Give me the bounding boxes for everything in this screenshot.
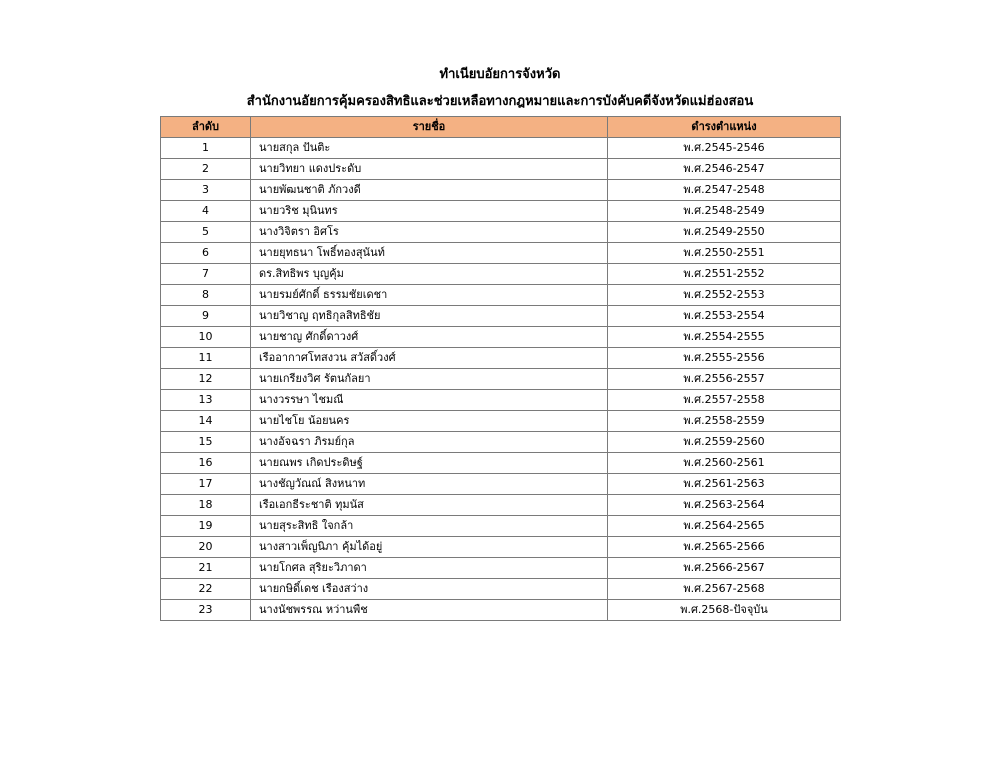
table-row [161, 453, 841, 474]
row-term: พ.ศ.2565-2566 [608, 537, 841, 558]
table-header-row [161, 117, 841, 138]
table-row [161, 579, 841, 600]
row-term: พ.ศ.2555-2556 [608, 348, 841, 369]
table-row [161, 264, 841, 285]
row-name: นายยุทธนา โพธิ์ทองสุนันท์ [251, 243, 608, 264]
table-row [161, 243, 841, 264]
row-name: นายวริช มุนินทร [251, 201, 608, 222]
row-name: นายเกรียงวิศ รัตนกัลยา [251, 369, 608, 390]
row-name: เรือเอกธีระชาติ ทุมนัส [251, 495, 608, 516]
row-order: 5 [161, 222, 251, 243]
row-name: นางนัชพรรณ หว่านพืช [251, 600, 608, 621]
row-name: นายวิทยา แดงประดับ [251, 159, 608, 180]
row-name: นางอัจฉรา ภิรมย์กุล [251, 432, 608, 453]
row-order: 1 [161, 138, 251, 159]
row-order: 23 [161, 600, 251, 621]
row-order: 4 [161, 201, 251, 222]
row-order: 18 [161, 495, 251, 516]
table-row [161, 432, 841, 453]
row-name: นายพัฒนชาติ ภักวงดี [251, 180, 608, 201]
table-row [161, 495, 841, 516]
table-row [161, 411, 841, 432]
row-term: พ.ศ.2552-2553 [608, 285, 841, 306]
row-name: นายไชโย น้อยนคร [251, 411, 608, 432]
row-name: นายรมย์ศักดิ์ ธรรมชัยเดชา [251, 285, 608, 306]
row-term: พ.ศ.2559-2560 [608, 432, 841, 453]
table-body [161, 138, 841, 621]
row-term: พ.ศ.2545-2546 [608, 138, 841, 159]
row-order: 14 [161, 411, 251, 432]
row-order: 6 [161, 243, 251, 264]
table-row [161, 285, 841, 306]
row-order: 20 [161, 537, 251, 558]
row-order: 8 [161, 285, 251, 306]
row-name: นายณพร เกิดประดิษฐ์ [251, 453, 608, 474]
row-order: 2 [161, 159, 251, 180]
table-row [161, 306, 841, 327]
row-term: พ.ศ.2560-2561 [608, 453, 841, 474]
row-term: พ.ศ.2558-2559 [608, 411, 841, 432]
row-order: 10 [161, 327, 251, 348]
row-term: พ.ศ.2554-2555 [608, 327, 841, 348]
row-order: 17 [161, 474, 251, 495]
row-order: 7 [161, 264, 251, 285]
row-order: 3 [161, 180, 251, 201]
row-name: เรืออากาศโทสงวน สวัสดิ์วงศ์ [251, 348, 608, 369]
row-term: พ.ศ.2551-2552 [608, 264, 841, 285]
table-row [161, 537, 841, 558]
row-order: 13 [161, 390, 251, 411]
table-row [161, 348, 841, 369]
table-row [161, 600, 841, 621]
table-row [161, 159, 841, 180]
row-term: พ.ศ.2563-2564 [608, 495, 841, 516]
table-row [161, 369, 841, 390]
row-name: นายโกศล สุริยะวิภาดา [251, 558, 608, 579]
row-name: นายวิชาญ ฤทธิกุลสิทธิชัย [251, 306, 608, 327]
row-order: 9 [161, 306, 251, 327]
row-term: พ.ศ.2566-2567 [608, 558, 841, 579]
row-name: นางชัญวัณณ์ สิงหนาท [251, 474, 608, 495]
row-term: พ.ศ.2553-2554 [608, 306, 841, 327]
row-term: พ.ศ.2564-2565 [608, 516, 841, 537]
row-term: พ.ศ.2547-2548 [608, 180, 841, 201]
row-order: 21 [161, 558, 251, 579]
table-row [161, 138, 841, 159]
row-term: พ.ศ.2546-2547 [608, 159, 841, 180]
row-term: พ.ศ.2567-2568 [608, 579, 841, 600]
table-row [161, 390, 841, 411]
row-name: นางวรรษา ไชมณี [251, 390, 608, 411]
column-header-name: รายชื่อ [251, 117, 608, 138]
table-row [161, 180, 841, 201]
row-name: นายกษิดิ์เดช เรืองสว่าง [251, 579, 608, 600]
row-name: นายสกุล ปันติะ [251, 138, 608, 159]
row-name: นางสาวเพ็ญนิภา คุ้มได้อยู่ [251, 537, 608, 558]
table-row [161, 516, 841, 537]
column-header-term: ดำรงตำแหน่ง [608, 117, 841, 138]
row-term: พ.ศ.2550-2551 [608, 243, 841, 264]
table-row [161, 474, 841, 495]
row-name: นายสุระสิทธิ ใจกล้า [251, 516, 608, 537]
row-term: พ.ศ.2557-2558 [608, 390, 841, 411]
table-row [161, 201, 841, 222]
row-term: พ.ศ.2568-ปัจจุบัน [608, 600, 841, 621]
row-term: พ.ศ.2549-2550 [608, 222, 841, 243]
table-row [161, 558, 841, 579]
row-name: นางวิจิตรา อิศโร [251, 222, 608, 243]
row-name: นายชาญ ศักดิ์ดาวงศ์ [251, 327, 608, 348]
row-order: 11 [161, 348, 251, 369]
column-header-order: ลำดับ [161, 117, 251, 138]
row-term: พ.ศ.2561-2563 [608, 474, 841, 495]
row-order: 15 [161, 432, 251, 453]
page-title: ทำเนียบอัยการจังหวัด [439, 67, 561, 82]
row-term: พ.ศ.2548-2549 [608, 201, 841, 222]
row-name: ดร.สิทธิพร บุญคุ้ม [251, 264, 608, 285]
table-row [161, 327, 841, 348]
row-order: 19 [161, 516, 251, 537]
row-order: 22 [161, 579, 251, 600]
row-term: พ.ศ.2556-2557 [608, 369, 841, 390]
row-order: 16 [161, 453, 251, 474]
row-order: 12 [161, 369, 251, 390]
page-subtitle: สำนักงานอัยการคุ้มครองสิทธิและช่วยเหลือทางกฎหมายและการบังคับคดีจังหวัดแม่ฮ่องสอน [246, 94, 754, 109]
prosecutor-roster-table [160, 116, 841, 621]
table-row [161, 222, 841, 243]
